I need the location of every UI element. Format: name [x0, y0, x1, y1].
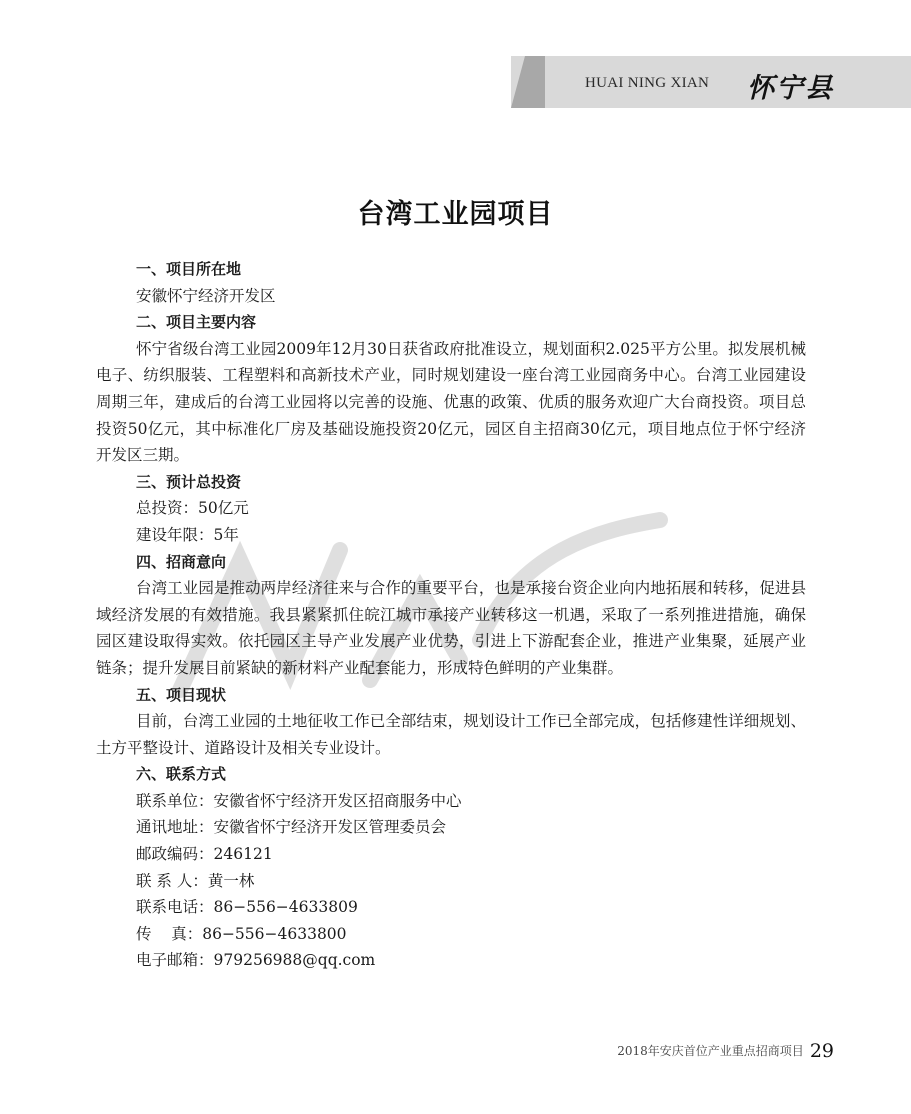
contact-row-fax	[96, 921, 806, 948]
contact-row-unit	[96, 788, 806, 815]
section-heading-location: 一、项目所在地	[136, 260, 242, 278]
contact-value: 246121	[213, 845, 273, 864]
contact-label: 联系单位：	[136, 791, 214, 810]
contact-label: 联 系 人：	[136, 871, 208, 890]
section-heading-investment: 三、预计总投资	[136, 472, 242, 491]
page-title: 台湾工业园项目	[357, 199, 554, 230]
page-number: 29	[809, 1040, 834, 1062]
contact-label: 通讯地址：	[136, 818, 214, 837]
contact-value: 黄一林	[207, 871, 255, 890]
contact-row-postcode	[96, 841, 806, 868]
contact-row-phone	[96, 894, 806, 921]
contact-label: 联系电话：	[136, 898, 214, 917]
contact-value: 安徽省怀宁经济开发区招商服务中心	[213, 791, 462, 810]
contact-label: 邮政编码：	[136, 845, 214, 864]
document-body	[96, 256, 806, 974]
total-investment: 总投资：50亿元	[136, 499, 249, 518]
contact-value: 979256988@qq.com	[213, 951, 376, 970]
contact-row-person	[96, 868, 806, 895]
page-footer	[617, 1040, 834, 1062]
contact-value: 86−556−4633800	[202, 924, 347, 943]
intention-paragraph: 台湾工业园是推动两岸经济往来与合作的重要平台，也是承接台资企业向内地拓展和转移，促进县域经济发展的有效措施。我县紧紧抓住皖江城市承接产业转移这一机遇，采取了一系列推进措施，确保园区建设取得实效。依托园区主导产业发展产业优势，引进上下游配套企业，推进产业集聚，延展产业链条；提升发展目前紧缺的新材料产业配套能力，形成特色鲜明的产业集群。	[96, 579, 806, 677]
contact-row-email	[96, 947, 806, 974]
section-heading-status: 五、项目现状	[136, 685, 227, 704]
contact-label: 电子邮箱：	[136, 951, 214, 970]
header-chinese-name: 怀宁县	[747, 73, 834, 104]
header-banner	[511, 56, 911, 108]
section-heading-content: 二、项目主要内容	[136, 313, 257, 332]
contact-value: 86−556−4633809	[213, 898, 358, 917]
location-text: 安徽怀宁经济开发区	[136, 286, 276, 305]
contact-row-address	[96, 814, 806, 841]
section-heading-intention: 四、招商意向	[136, 552, 227, 571]
section-heading-contact: 六、联系方式	[136, 765, 227, 784]
header-english-name: HUAI NING XIAN	[585, 75, 710, 91]
content-paragraph: 怀宁省级台湾工业园2009年12月30日获省政府批准设立，规划面积2.025平方公里。拟发展机械电子、纺织服装、工程塑料和高新技术产业，同时规划建设一座台湾工业园商务中心。台湾工业园建设周期三年，建成后的台湾工业园将以完善的设施、优惠的政策、优质的服务欢迎广大台商投资。项目总投资50亿元，其中标准化厂房及基础设施投资20亿元，园区自主招商30亿元，项目地点位于怀宁经济开发区三期。	[96, 339, 806, 465]
contact-label: 传 真：	[136, 924, 203, 943]
construction-period: 建设年限：5年	[136, 525, 239, 544]
status-paragraph: 目前，台湾工业园的土地征收工作已全部结束，规划设计工作已全部完成，包括修建性详细规划、土方平整设计、道路设计及相关专业设计。	[96, 712, 806, 757]
banner-tab	[511, 56, 545, 108]
footer-text: 2018年安庆首位产业重点招商项目	[617, 1044, 804, 1058]
contact-value: 安徽省怀宁经济开发区管理委员会	[213, 818, 447, 837]
